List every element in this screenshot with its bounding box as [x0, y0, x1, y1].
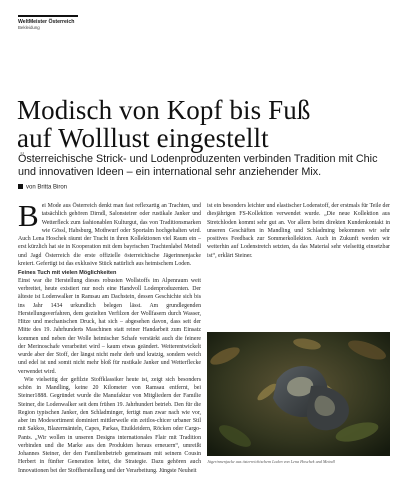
headline-line-1: Modisch von Kopf bis Fuß	[17, 95, 311, 125]
section-subtitle: Bekleidung	[18, 25, 40, 30]
section-title: WeltMeister Österreich	[18, 19, 75, 25]
drop-cap: B	[18, 198, 39, 233]
body-paragraph-2: Einst war die Herstellung dieses robusten Wollstoffs im Alpenraum weit verbreitet, heute existiert nur noch eine Handvoll Lodenproduzenten. Der älteste ist Lodenwalker in Ramsau am Dachstein, dessen Geschichte sich bis ins Jahr 1434 urkundlich belegen lässt. Am grundlegenden Herstellungsverfahren, dem gezielten Verfilzen der Wollfasern durch Wasser, Hitze und mechanischen Druck, hat sich – abgesehen davon, dass seit der Mitte des 19. Jahrhunderts Maschinen statt reiner Handarbeit zum Einsatz kommen und neben der Wolle heimischer Schafe verstärkt auch die feinere der Merinoschafe verarbeitet wird – kaum etwas geändert. Weiterentwickelt wurde aber der Stoff, der längst nicht mehr derb und kratzig, sondern weich und edel ist und somit nicht mehr bloß für rustikale Janker und Wetterflecke verwendet wird.	[18, 277, 201, 375]
article-headline	[17, 96, 397, 152]
section-subhead: Feines Tuch mit vielen Möglichkeiten	[18, 269, 117, 276]
article-column-left	[18, 198, 201, 475]
body-paragraph-3-continued: ist ein besonders leichter und elastischer Lodenstoff, der erstmals für Teile der diesjährigen FS-Kollektion verwendet wurde. „Die neue Kollektion aus Stretchloden kommt sehr gut an. Vor allem beim direkten Kundenkontakt in unseren Geschäften in Mandling und Schladming bekommen wir sehr positives Feedback zur Sommerkollektion. Auch in Zukunft werden wir weiterhin auf Lodenstretch setzten, da das Material sehr vielseitig einsetzbar ist“, erklärt Steiner.	[207, 203, 390, 259]
headline-line-2: auf Wolllust eingestellt	[17, 123, 269, 153]
section-header	[18, 15, 78, 30]
square-bullet-icon	[18, 184, 23, 189]
loden-shoes-on-leaves-photo-icon	[207, 332, 390, 456]
photo-caption: Jägerinnenjacke aus österreichischem Loden von Lena Hoschek und Meindl	[207, 459, 335, 464]
intro-text: ei Mode aus Österreich denkt man fast reflexartig an Trachten, und tatsächlich gehören Dirndl, Salonsteirer oder rustikale Janker und Wetterfleck zum fashionablen Kulturgut, das von Traditionsmarken wie Gössl, Habsburg, Mothwurf oder Sportalm hochgehalten wird. Auch Lena Hoschek räumt der Tracht in ihren Kollektionen viel Raum ein – erst kürzlich hat sie in Kooperation mit dem bayrischen Trachtenlabel Meindl und Jagd Österreich die erste offizielle österreichische Jägerinnenjacke kreiert. Gefertigt ist das exklusive Stück natürlich aus heimischem Loden.	[18, 203, 201, 267]
article-lede: Österreichische Strick- und Lodenproduzenten verbinden Tradition mit Chic und innovativen Ideen – ein international sehr anziehender Mix.	[18, 153, 378, 178]
body-paragraph-3: Wie vielseitig der gefilzte Stoffklassiker heute ist, zeigt sich besonders schön in Mandling, keine 20 Kilometer von Ramsau entfernt, bei Steiner1888. Gegründet wurde die Manufaktur von Mitgliedern der Familie Steiner, die Lodenwalker seit dem frühen 19. Jahrhundert betrieb. Den für die Region typischen Janker, den Schladminger, fertigt man zwar nach wie vor, aber im Modesortiment dominiert mittlerweile ein zeitlos-chicer urbaner Stil mit Sakkos, Blazermänteln, Capes, Parkas, Etuikleidern, Röcken oder Cargo-Pants. „Wir wollen in unseren Designs internationales Flair mit Tradition verbinden und die Marke aus den Produkten heraus erneuern“, umreißt Johannes Steiner, der den Familienbetrieb gemeinsam mit seinem Cousin Herbert in fünfter Generation leitet, die Strategie. Dazu gehören auch Innovationen bei der Stoffherstellung und der Verarbeitung. Jüngste Neuheit	[18, 376, 201, 474]
byline	[18, 184, 67, 192]
intro-paragraph	[18, 198, 201, 268]
article-photo	[207, 332, 390, 456]
byline-text: von Britta Biron	[26, 184, 68, 191]
article-column-right	[207, 202, 390, 260]
section-header-rule	[18, 15, 78, 17]
